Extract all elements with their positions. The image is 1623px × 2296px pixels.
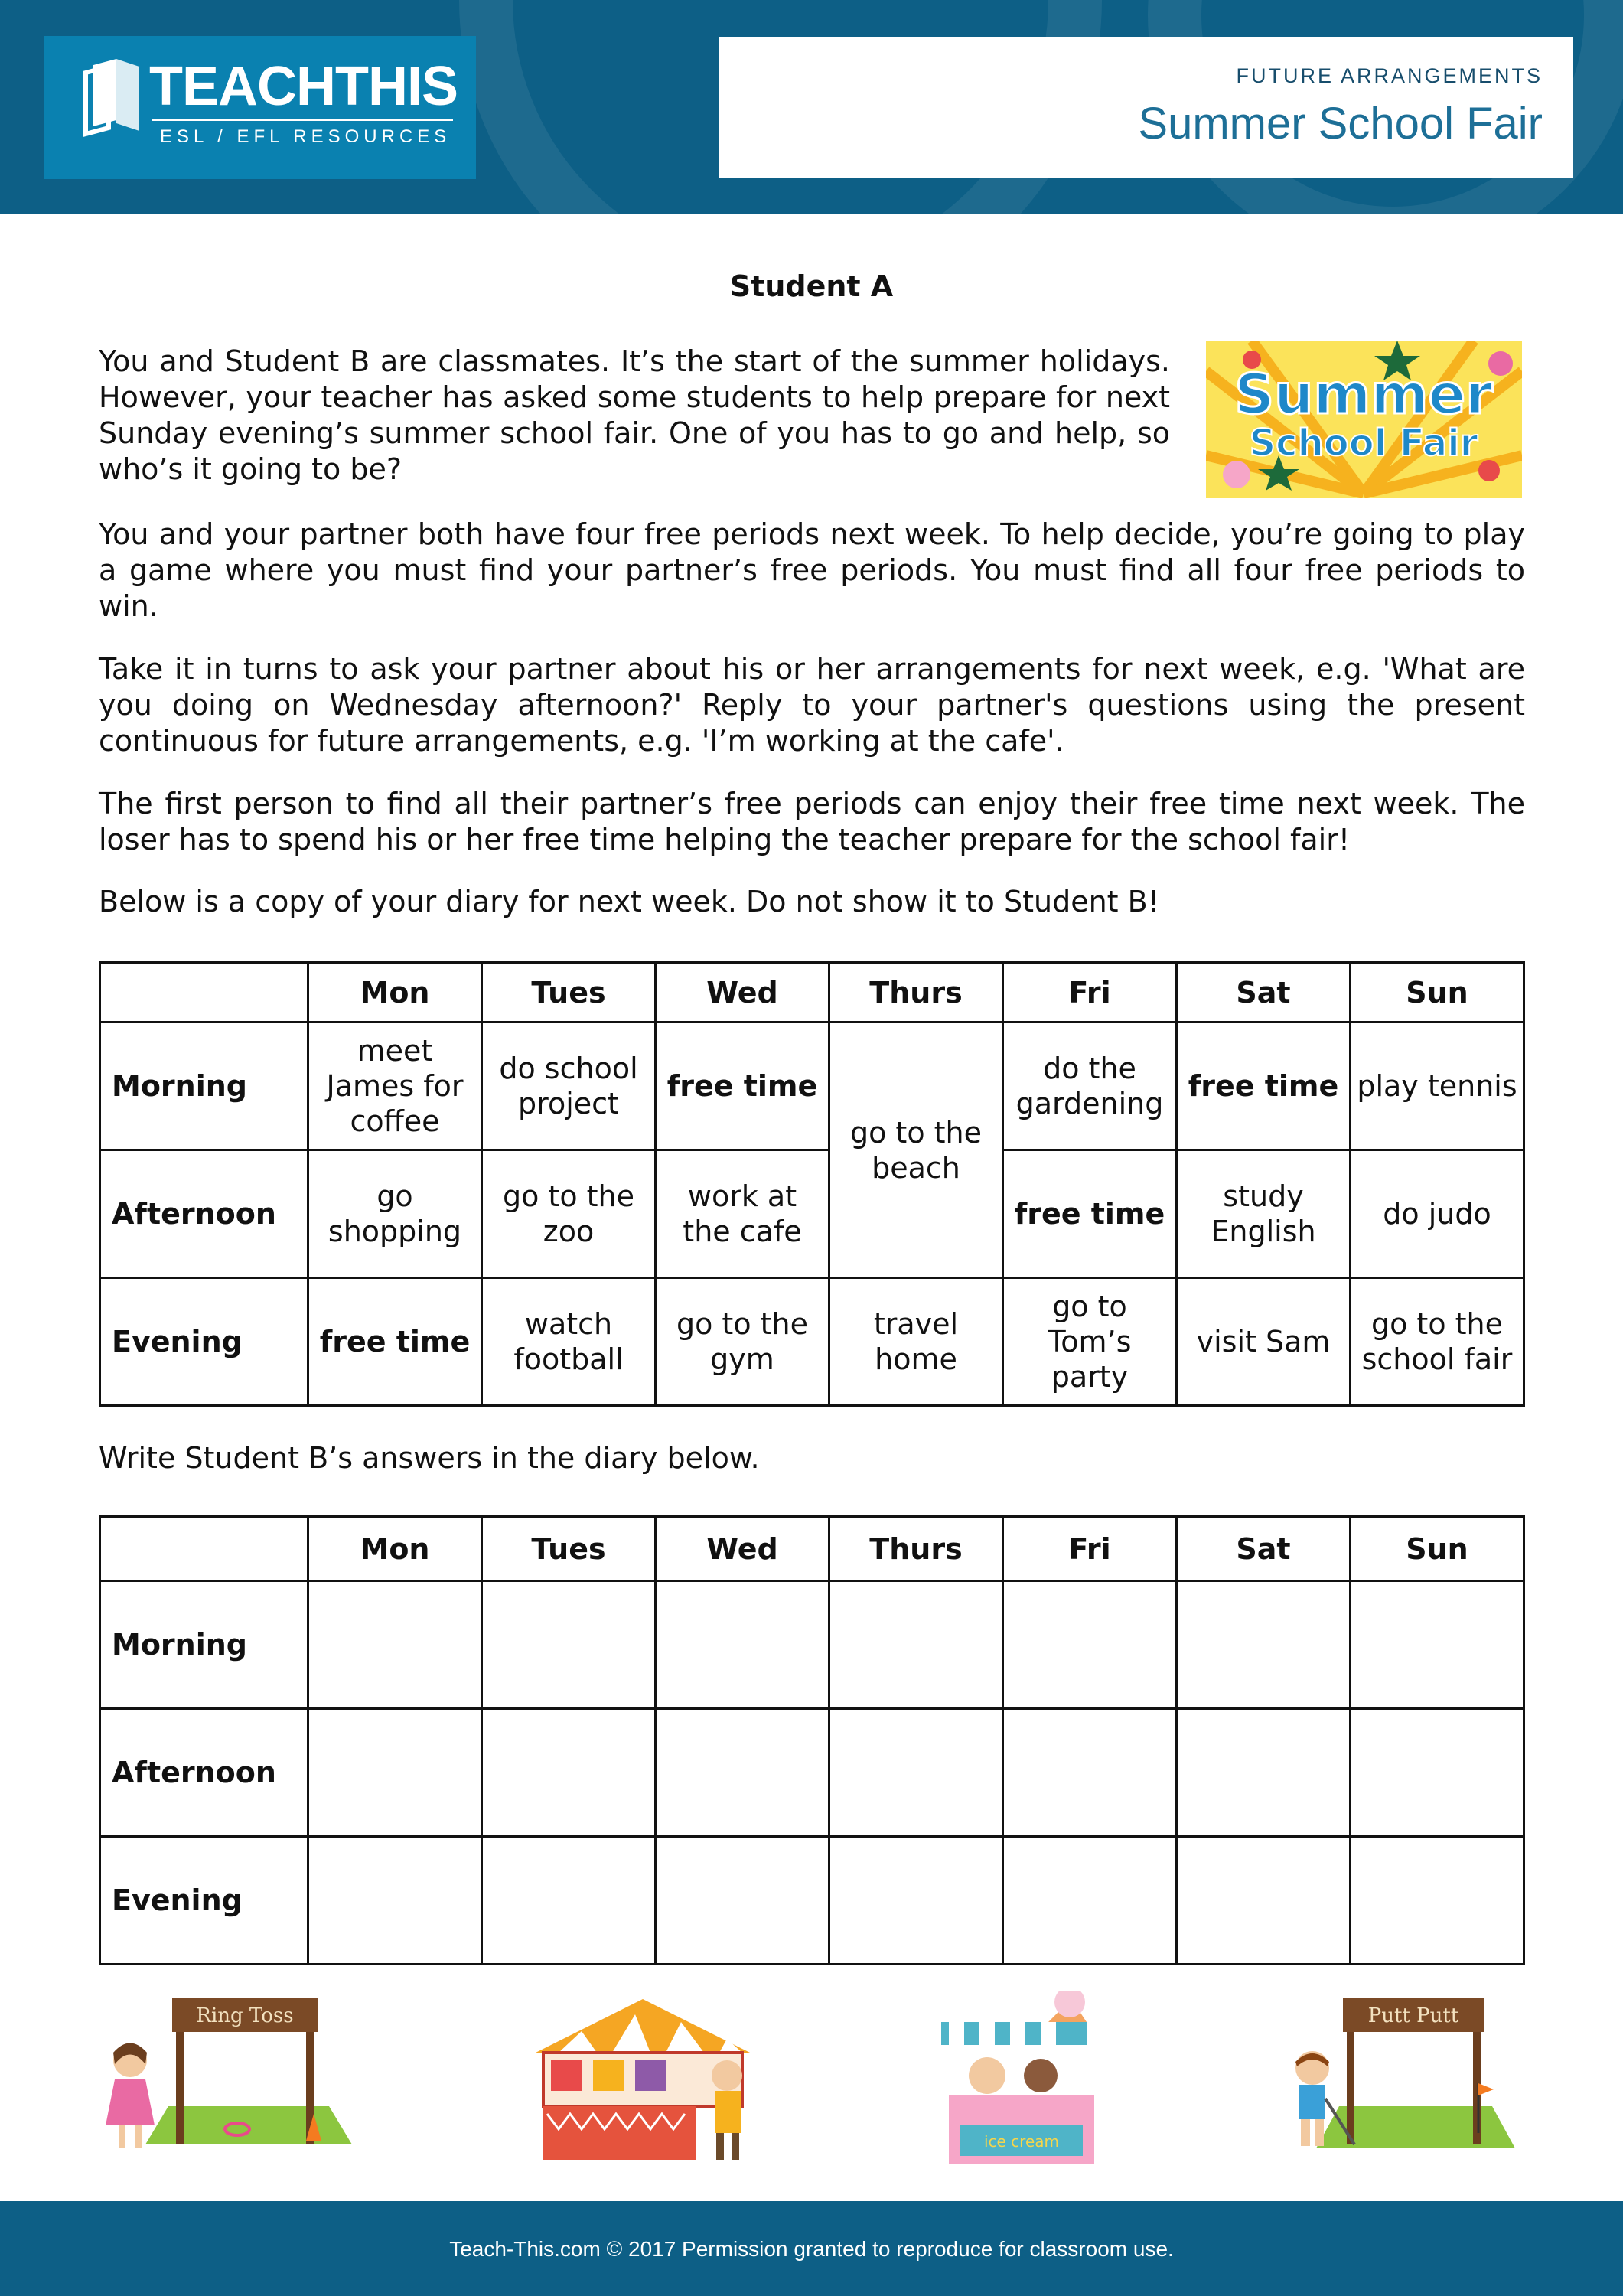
day-header-tues: Tues [482,963,656,1022]
day-header-wed: Wed [656,1517,829,1581]
title-panel [719,37,1573,178]
table-row [100,1278,1524,1406]
blank-answer-cell[interactable] [1003,1581,1177,1709]
table-header-row [100,1517,1524,1581]
corner-cell [100,963,308,1022]
blank-answer-cell[interactable] [656,1581,829,1709]
category-label: FUTURE ARRANGEMENTS [1236,64,1543,87]
blank-answer-cell[interactable] [1177,1709,1351,1837]
student-a-diary-table [99,961,1525,1407]
table-row [100,1022,1524,1150]
diary-cell-free: free time [656,1022,829,1150]
blank-answer-cell[interactable] [656,1709,829,1837]
logo-subtitle: ESL / EFL RESOURCES [160,126,451,147]
table-row [100,1709,1524,1837]
diary-cell-free: free time [1177,1022,1351,1150]
diary-cell: meet James for coffee [308,1022,482,1150]
corner-cell [100,1517,308,1581]
logo-divider [152,119,453,121]
student-heading: Student A [729,269,894,303]
blank-answer-cell[interactable] [1351,1709,1524,1837]
intro-paragraph: You and Student B are classmates. It’s the start of the summer holidays. However, your teacher has asked some students to help prepare for next Sunday evening’s summer school fair. One of you has to go and help, so who’s it going to be? [99,344,1170,486]
blank-answer-cell[interactable] [1003,1709,1177,1837]
ring-toss-illustration [99,1991,360,2167]
day-header-fri: Fri [1003,963,1177,1022]
diary-cell: watch football [482,1278,656,1406]
teachthis-logo[interactable] [44,36,476,179]
putt-putt-illustration [1278,1991,1523,2167]
diary-cell: work at the cafe [656,1150,829,1278]
diary-cell-merged: go to the beach [829,1022,1003,1278]
diary-cell: go to Tom’s party [1003,1278,1177,1406]
blank-answer-cell[interactable] [482,1837,656,1965]
diary-cell: visit Sam [1177,1278,1351,1406]
blank-answer-cell[interactable] [482,1581,656,1709]
diary-intro-paragraph: Below is a copy of your diary for next week. Do not show it to Student B! [99,885,1159,918]
page-title: Summer School Fair [1138,99,1543,148]
blank-answer-cell[interactable] [1177,1581,1351,1709]
diary-cell: play tennis [1351,1022,1524,1150]
row-label-evening: Evening [100,1278,308,1406]
rules-paragraph: You and your partner both have four free periods next week. To help decide, you’re going to play a game where you must find your partner’s free periods. You must find all four free periods to win. [99,517,1525,623]
day-header-fri: Fri [1003,1517,1177,1581]
row-label-afternoon: Afternoon [100,1150,308,1278]
day-header-sat: Sat [1177,1517,1351,1581]
ice-cream-sign: ice cream [983,2132,1060,2151]
blank-answer-cell[interactable] [656,1837,829,1965]
day-header-sun: Sun [1351,963,1524,1022]
diary-cell: study English [1177,1150,1351,1278]
table-row [100,1150,1524,1278]
badge-title-line-1: Summer [1234,362,1493,426]
table-row [100,1837,1524,1965]
diary-cell: go to the school fair [1351,1278,1524,1406]
diary-cell: go to the gym [656,1278,829,1406]
summer-school-fair-badge [1206,341,1522,498]
day-header-sat: Sat [1177,963,1351,1022]
diary-cell-free: free time [1003,1150,1177,1278]
diary-cell: go shopping [308,1150,482,1278]
student-b-instruction: Write Student B’s answers in the diary below. [99,1441,760,1475]
blank-answer-cell[interactable] [829,1581,1003,1709]
blank-answer-cell[interactable] [1351,1581,1524,1709]
putt-putt-sign: Putt Putt [1367,2004,1459,2027]
row-label-afternoon: Afternoon [100,1709,308,1837]
blank-answer-cell[interactable] [1351,1837,1524,1965]
header-banner [0,0,1623,214]
row-label-morning: Morning [100,1581,308,1709]
row-label-morning: Morning [100,1022,308,1150]
day-header-tues: Tues [482,1517,656,1581]
book-icon [78,57,143,142]
diary-cell-free: free time [308,1278,482,1406]
day-header-sun: Sun [1351,1517,1524,1581]
copyright-notice: Teach-This.com © 2017 Permission granted to reproduce for classroom use. [449,2237,1174,2261]
row-label-evening: Evening [100,1837,308,1965]
student-b-diary-table [99,1515,1525,1965]
diary-cell: do judo [1351,1150,1524,1278]
blank-answer-cell[interactable] [308,1837,482,1965]
diary-cell: travel home [829,1278,1003,1406]
blank-answer-cell[interactable] [308,1709,482,1837]
market-stall-illustration [528,1991,765,2167]
table-header-row [100,963,1524,1022]
diary-cell: go to the zoo [482,1150,656,1278]
table-row [100,1581,1524,1709]
day-header-mon: Mon [308,1517,482,1581]
day-header-thurs: Thurs [829,963,1003,1022]
blank-answer-cell[interactable] [1177,1837,1351,1965]
ring-toss-sign: Ring Toss [196,2004,294,2027]
badge-title-line-2: School Fair [1249,422,1478,465]
day-header-mon: Mon [308,963,482,1022]
footer-banner [0,2201,1623,2296]
instructions-paragraph: Take it in turns to ask your partner about his or her arrangements for next week, e.g. 'What are you doing on Wednesday afternoon?' Reply to your partner's questions using the present continuous for future arrangements, e.g. 'I’m working at the cafe'. [99,652,1525,758]
winning-paragraph: The first person to find all their partner’s free periods can enjoy their free time next week. The loser has to spend his or her free time helping the teacher prepare for the school fair! [99,787,1525,856]
logo-name: TEACHTHIS [149,56,458,117]
ice-cream-stand-illustration [934,1991,1133,2167]
blank-answer-cell[interactable] [1003,1837,1177,1965]
day-header-wed: Wed [656,963,829,1022]
diary-cell: do the gardening [1003,1022,1177,1150]
day-header-thurs: Thurs [829,1517,1003,1581]
blank-answer-cell[interactable] [482,1709,656,1837]
blank-answer-cell[interactable] [829,1837,1003,1965]
blank-answer-cell[interactable] [829,1709,1003,1837]
diary-cell: do school project [482,1022,656,1150]
blank-answer-cell[interactable] [308,1581,482,1709]
